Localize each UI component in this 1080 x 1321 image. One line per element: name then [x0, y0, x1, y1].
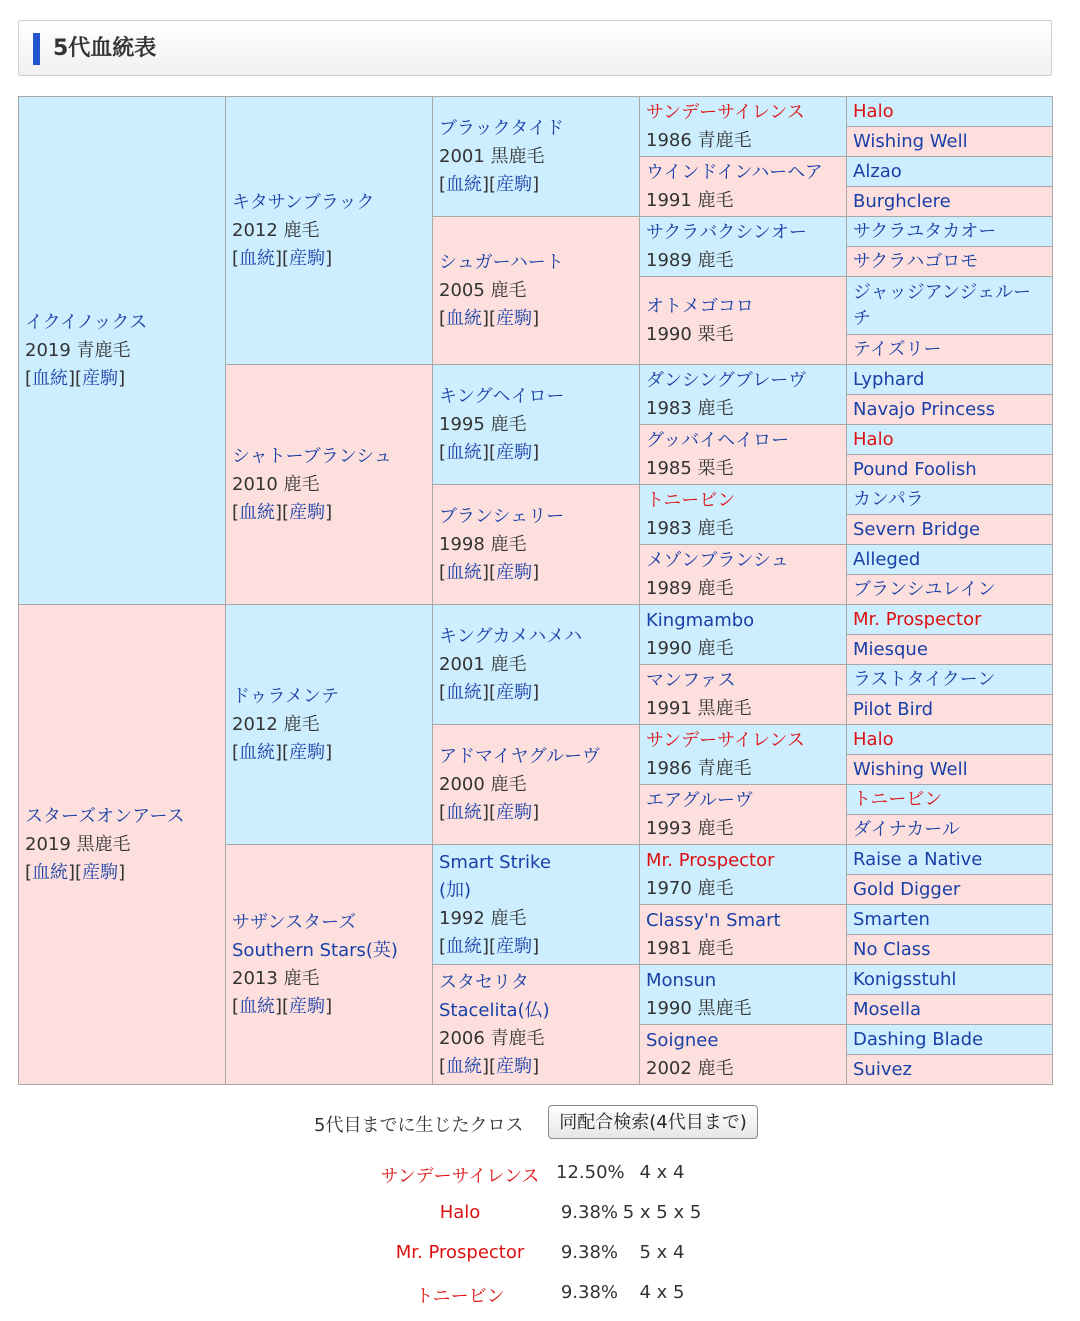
horse-info: 2012 鹿毛 — [232, 219, 320, 241]
horse-info: 1983 鹿毛 — [646, 517, 734, 539]
pedigree-links — [439, 679, 633, 707]
pedigree-cell-gen5 — [847, 785, 1053, 815]
bracket: ] — [325, 741, 333, 763]
bloodline-link[interactable]: 血統 — [446, 307, 483, 329]
pedigree-cell-gen3 — [433, 965, 640, 1085]
pedigree-cell-gen4 — [640, 845, 847, 905]
horse-name[interactable]: Smart Strike — [439, 851, 551, 873]
horse-info: 2001 黒鹿毛 — [439, 145, 545, 167]
horse-info: 1986 青鹿毛 — [646, 757, 752, 779]
horse-name[interactable]: Pound Foolish — [853, 458, 977, 480]
bracket: [ — [232, 247, 240, 269]
bloodline-link[interactable]: 血統 — [446, 561, 483, 583]
pedigree-cell-gen5 — [847, 335, 1053, 365]
bracket: ][ — [482, 1055, 497, 1077]
horse-name[interactable]: カンパラ — [853, 488, 924, 510]
pedigree-cell-gen5 — [847, 217, 1053, 247]
horse-name-secondary[interactable]: Stacelita(仏) — [439, 999, 550, 1021]
horse-name[interactable]: Suivez — [853, 1058, 913, 1080]
progeny-link[interactable]: 産駒 — [496, 307, 533, 329]
bracket: ][ — [275, 501, 290, 523]
bracket: [ — [25, 861, 33, 883]
horse-info: 2013 鹿毛 — [232, 967, 320, 989]
bracket: ] — [532, 935, 540, 957]
pedigree-cell-gen5 — [847, 455, 1053, 485]
bracket: [ — [439, 681, 447, 703]
cross-header — [0, 1105, 1080, 1141]
horse-name[interactable]: Mosella — [853, 998, 922, 1020]
pedigree-cell-gen5 — [847, 1025, 1053, 1055]
cross-pattern: 5 x 4 — [639, 1242, 685, 1263]
horse-info: 1990 栗毛 — [646, 323, 734, 345]
bracket: ][ — [482, 681, 497, 703]
horse-info: 1985 栗毛 — [646, 457, 734, 479]
bracket: [ — [25, 367, 33, 389]
horse-name[interactable]: サンデーサイレンス — [646, 729, 805, 751]
horse-name[interactable]: サクラハゴロモ — [853, 250, 979, 272]
pedigree-cell-gen5 — [847, 127, 1053, 157]
pedigree-cell-gen2 — [226, 97, 433, 365]
horse-name[interactable]: オトメゴコロ — [646, 295, 754, 317]
horse-name[interactable]: シャトーブランシュ — [232, 445, 392, 467]
pedigree-cell-gen4 — [640, 217, 847, 277]
horse-name[interactable]: Pilot Bird — [853, 698, 934, 720]
horse-info: 1989 鹿毛 — [646, 577, 734, 599]
cross-row — [0, 1162, 1080, 1192]
pedigree-table — [18, 96, 1053, 1085]
horse-name[interactable]: キタサンブラック — [232, 191, 375, 213]
pedigree-cell-gen5 — [847, 965, 1053, 995]
horse-name[interactable]: ラストタイクーン — [853, 668, 996, 690]
pedigree-cell-gen5 — [847, 635, 1053, 665]
pedigree-cell-gen4 — [640, 605, 847, 665]
pedigree-cell-gen4 — [640, 425, 847, 485]
horse-name[interactable]: ダイナカール — [853, 818, 960, 840]
bracket: ][ — [482, 173, 497, 195]
horse-info: 1989 鹿毛 — [646, 249, 734, 271]
bracket: [ — [439, 441, 447, 463]
horse-name[interactable]: スタセリタ — [439, 971, 529, 993]
progeny-link[interactable]: 産駒 — [496, 801, 533, 823]
horse-info: 2000 鹿毛 — [439, 773, 527, 795]
progeny-link[interactable]: 産駒 — [496, 1055, 533, 1077]
horse-name[interactable]: トニービン — [646, 489, 736, 511]
pedigree-cell-gen4 — [640, 545, 847, 605]
pedigree-cell-gen5 — [847, 157, 1053, 187]
horse-name[interactable]: スターズオンアース — [25, 805, 185, 827]
pedigree-cell-gen4 — [640, 365, 847, 425]
bracket: [ — [439, 935, 447, 957]
pedigree-links — [439, 1053, 633, 1081]
pedigree-cell-gen5 — [847, 875, 1053, 905]
bracket: [ — [232, 741, 240, 763]
pedigree-cell-gen5 — [847, 97, 1053, 127]
pedigree-cell-gen3 — [433, 845, 640, 965]
horse-name[interactable]: ダンシングブレーヴ — [646, 369, 807, 391]
pedigree-cell-gen4 — [640, 725, 847, 785]
pedigree-cell-gen4 — [640, 97, 847, 157]
horse-info: 2010 鹿毛 — [232, 473, 320, 495]
pedigree-links — [232, 499, 426, 527]
bracket: ][ — [68, 861, 83, 883]
pedigree-cell-gen5 — [847, 365, 1053, 395]
progeny-link[interactable]: 産駒 — [289, 247, 326, 269]
pedigree-cell-gen5 — [847, 187, 1053, 217]
bracket: ][ — [482, 441, 497, 463]
bloodline-link[interactable]: 血統 — [239, 741, 276, 763]
bracket: ] — [118, 861, 126, 883]
header-accent-bar — [33, 33, 40, 65]
horse-name[interactable]: Soignee — [646, 1029, 719, 1051]
bracket: ] — [325, 995, 333, 1017]
cross-row — [0, 1282, 1080, 1312]
pedigree-cell-gen5 — [847, 247, 1053, 277]
pedigree-cell-gen4 — [640, 1025, 847, 1085]
pedigree-links — [439, 439, 633, 467]
horse-info: 1970 鹿毛 — [646, 877, 734, 899]
bloodline-link[interactable]: 血統 — [239, 247, 276, 269]
pedigree-cell-gen5 — [847, 515, 1053, 545]
bracket: ][ — [275, 247, 290, 269]
bracket: ] — [532, 173, 540, 195]
cross-horse-name[interactable]: サンデーサイレンス — [380, 1166, 540, 1187]
pedigree-cell-gen2 — [226, 845, 433, 1085]
horse-info: 1983 鹿毛 — [646, 397, 734, 419]
horse-name[interactable]: Lyphard — [853, 368, 925, 390]
bracket: ][ — [482, 801, 497, 823]
pedigree-links — [25, 365, 219, 393]
progeny-link[interactable]: 産駒 — [289, 995, 326, 1017]
bloodline-link[interactable]: 血統 — [446, 935, 483, 957]
bracket: ] — [532, 307, 540, 329]
progeny-link[interactable]: 産駒 — [496, 681, 533, 703]
horse-name[interactable]: Burghclere — [853, 190, 951, 212]
horse-name[interactable]: ブランシユレイン — [853, 578, 996, 600]
horse-name[interactable]: Smarten — [853, 908, 930, 930]
bracket: ] — [532, 801, 540, 823]
pedigree-links — [25, 859, 219, 887]
pedigree-cell-gen5 — [847, 845, 1053, 875]
pedigree-cell-gen4 — [640, 485, 847, 545]
pedigree-cell-gen5 — [847, 665, 1053, 695]
horse-name[interactable]: Dashing Blade — [853, 1028, 984, 1050]
horse-name[interactable]: ドゥラメンテ — [232, 685, 340, 707]
horse-name-secondary[interactable]: Southern Stars(英) — [232, 939, 398, 961]
cross-row — [0, 1242, 1080, 1272]
bracket: [ — [439, 1055, 447, 1077]
pedigree-cell-gen5 — [847, 995, 1053, 1025]
pedigree-cell-gen5 — [847, 605, 1053, 635]
pedigree-links — [439, 305, 633, 333]
horse-name[interactable]: Alzao — [853, 160, 902, 182]
bloodline-link[interactable]: 血統 — [446, 173, 483, 195]
section-title: 5代血統表 — [53, 36, 157, 61]
horse-name[interactable]: アドマイヤグルーヴ — [439, 745, 601, 767]
horse-name[interactable]: Konigsstuhl — [853, 968, 957, 990]
pedigree-cell-gen5 — [847, 1055, 1053, 1085]
horse-info: 1981 鹿毛 — [646, 937, 734, 959]
horse-name[interactable]: イクイノックス — [25, 311, 148, 333]
bloodline-link[interactable]: 血統 — [32, 861, 69, 883]
bracket: ] — [532, 561, 540, 583]
horse-name[interactable]: No Class — [853, 938, 931, 960]
bloodline-link[interactable]: 血統 — [239, 995, 276, 1017]
pedigree-row — [19, 97, 1053, 127]
horse-name[interactable]: Severn Bridge — [853, 518, 981, 540]
horse-info: 1991 鹿毛 — [646, 189, 734, 211]
pedigree-cell-gen5 — [847, 485, 1053, 515]
cross-pattern: 4 x 4 — [639, 1162, 685, 1183]
horse-info: 1998 鹿毛 — [439, 533, 527, 555]
progeny-link[interactable]: 産駒 — [289, 501, 326, 523]
pedigree-cell-gen4 — [640, 665, 847, 725]
horse-info: 1995 鹿毛 — [439, 413, 527, 435]
bloodline-link[interactable]: 血統 — [446, 801, 483, 823]
horse-name-secondary[interactable]: (加) — [439, 879, 472, 901]
horse-name[interactable]: Halo — [853, 728, 894, 750]
progeny-link[interactable]: 産駒 — [496, 561, 533, 583]
horse-name[interactable]: Halo — [853, 428, 894, 450]
pedigree-cell-gen3 — [433, 725, 640, 845]
pedigree-cell-gen4 — [640, 965, 847, 1025]
cross-percentage: 9.38% — [560, 1242, 618, 1263]
horse-info: 1992 鹿毛 — [439, 907, 527, 929]
horse-info: 1993 鹿毛 — [646, 817, 734, 839]
progeny-link[interactable]: 産駒 — [82, 861, 119, 883]
horse-name[interactable]: サクラバクシンオー — [646, 221, 807, 243]
bracket: ][ — [275, 995, 290, 1017]
horse-name[interactable]: ブラックタイド — [439, 117, 564, 139]
pedigree-links — [439, 799, 633, 827]
horse-name[interactable]: Wishing Well — [853, 130, 968, 152]
cross-percentage: 9.38% — [560, 1202, 618, 1223]
horse-name[interactable]: ブランシェリー — [439, 505, 565, 527]
progeny-link[interactable]: 産駒 — [496, 173, 533, 195]
pedigree-cell-gen5 — [847, 695, 1053, 725]
horse-info: 2001 鹿毛 — [439, 653, 527, 675]
bracket: [ — [439, 307, 447, 329]
bracket: ] — [532, 441, 540, 463]
horse-name[interactable]: サクラユタカオー — [853, 220, 997, 242]
horse-name[interactable]: ジャッジアンジェルーチ — [853, 281, 1032, 329]
horse-name[interactable]: Monsun — [646, 969, 717, 991]
pedigree-links — [232, 739, 426, 767]
cross-horse-name[interactable]: Mr. Prospector — [395, 1242, 525, 1263]
pedigree-links — [439, 933, 633, 961]
progeny-link[interactable]: 産駒 — [496, 935, 533, 957]
pedigree-cell-gen5 — [847, 905, 1053, 935]
horse-name[interactable]: マンファス — [646, 669, 736, 691]
pedigree-cell-gen4 — [640, 277, 847, 365]
horse-name[interactable]: Gold Digger — [853, 878, 961, 900]
pedigree-cell-gen5 — [847, 545, 1053, 575]
pedigree-cell-gen2 — [226, 605, 433, 845]
bracket: [ — [232, 995, 240, 1017]
horse-name[interactable]: トニービン — [853, 788, 943, 810]
horse-name[interactable]: Mr. Prospector — [853, 608, 982, 630]
pedigree-cell-gen5 — [847, 725, 1053, 755]
progeny-link[interactable]: 産駒 — [82, 367, 119, 389]
horse-name[interactable]: サザンスターズ — [232, 911, 357, 933]
section-header — [18, 20, 1052, 76]
horse-name[interactable]: メゾンブランシュ — [646, 549, 789, 571]
pedigree-links — [232, 993, 426, 1021]
horse-name[interactable]: テイズリー — [853, 338, 942, 360]
cross-pattern: 4 x 5 — [639, 1282, 685, 1303]
pedigree-cell-gen3 — [433, 605, 640, 725]
pedigree-cell-gen5 — [847, 395, 1053, 425]
pedigree-cell-gen5 — [847, 277, 1053, 335]
bloodline-link[interactable]: 血統 — [32, 367, 69, 389]
pedigree-cell-gen5 — [847, 425, 1053, 455]
horse-info: 2019 黒鹿毛 — [25, 833, 131, 855]
horse-name[interactable]: サンデーサイレンス — [646, 101, 805, 123]
bracket: ][ — [482, 561, 497, 583]
horse-name[interactable]: Raise a Native — [853, 848, 983, 870]
pedigree-cell-gen1 — [19, 97, 226, 605]
pedigree-cell-gen4 — [640, 785, 847, 845]
bloodline-link[interactable]: 血統 — [446, 441, 483, 463]
horse-info: 2002 鹿毛 — [646, 1057, 734, 1079]
cross-percentage: 9.38% — [560, 1282, 618, 1303]
horse-name[interactable]: グッバイヘイロー — [646, 429, 790, 451]
horse-name[interactable]: Halo — [853, 100, 894, 122]
bracket: [ — [439, 561, 447, 583]
horse-name[interactable]: キングカメハメハ — [439, 625, 583, 647]
bracket: ] — [325, 501, 333, 523]
horse-name[interactable]: Kingmambo — [646, 609, 755, 631]
progeny-link[interactable]: 産駒 — [496, 441, 533, 463]
pedigree-cell-gen5 — [847, 935, 1053, 965]
cross-horse-name[interactable]: トニービン — [415, 1286, 505, 1307]
horse-info: 1986 青鹿毛 — [646, 129, 752, 151]
bracket: ][ — [482, 935, 497, 957]
horse-info: 2005 鹿毛 — [439, 279, 527, 301]
cross-pattern: 5 x 5 x 5 — [622, 1202, 702, 1223]
pedigree-cell-gen4 — [640, 905, 847, 965]
pedigree-row — [19, 605, 1053, 635]
cross-horse-name[interactable]: Halo — [439, 1202, 481, 1223]
pedigree-links — [232, 245, 426, 273]
horse-info: 2012 鹿毛 — [232, 713, 320, 735]
bracket: ][ — [482, 307, 497, 329]
horse-info: 1990 黒鹿毛 — [646, 997, 752, 1019]
bracket: [ — [232, 501, 240, 523]
horse-info: 2019 青鹿毛 — [25, 339, 131, 361]
bloodline-link[interactable]: 血統 — [446, 681, 483, 703]
pedigree-cell-gen3 — [433, 365, 640, 485]
pedigree-cell-gen3 — [433, 97, 640, 217]
pedigree-cell-gen4 — [640, 157, 847, 217]
horse-name[interactable]: エアグルーヴ — [646, 789, 753, 811]
bracket: ] — [118, 367, 126, 389]
pedigree-cell-gen5 — [847, 815, 1053, 845]
progeny-link[interactable]: 産駒 — [289, 741, 326, 763]
horse-name[interactable]: Alleged — [853, 548, 921, 570]
horse-info: 2006 青鹿毛 — [439, 1027, 545, 1049]
pedigree-cell-gen3 — [433, 217, 640, 365]
bloodline-link[interactable]: 血統 — [239, 501, 276, 523]
horse-info: 1990 鹿毛 — [646, 637, 734, 659]
horse-name[interactable]: Classy'n Smart — [646, 909, 781, 931]
bracket: ][ — [275, 741, 290, 763]
horse-name[interactable]: Miesque — [853, 638, 928, 660]
pedigree-cell-gen5 — [847, 575, 1053, 605]
cross-label: 5代目までに生じたクロス — [314, 1115, 524, 1136]
horse-name[interactable]: シュガーハート — [439, 251, 564, 273]
horse-info: 1991 黒鹿毛 — [646, 697, 752, 719]
horse-name[interactable]: Wishing Well — [853, 758, 968, 780]
horse-name[interactable]: キングヘイロー — [439, 385, 565, 407]
bracket: [ — [439, 801, 447, 823]
pedigree-cell-gen5 — [847, 755, 1053, 785]
cross-row — [0, 1202, 1080, 1232]
horse-name[interactable]: Mr. Prospector — [646, 849, 775, 871]
pedigree-cell-gen1 — [19, 605, 226, 1085]
same-mating-search-button[interactable]: 同配合検索(4代目まで) — [548, 1105, 758, 1139]
bracket: ] — [325, 247, 333, 269]
pedigree-cell-gen2 — [226, 365, 433, 605]
horse-name[interactable]: ウインドインハーヘア — [646, 161, 823, 183]
pedigree-links — [439, 171, 633, 199]
pedigree-cell-gen3 — [433, 485, 640, 605]
cross-percentage: 12.50% — [556, 1162, 625, 1183]
bracket: ] — [532, 681, 540, 703]
horse-name[interactable]: Navajo Princess — [853, 398, 995, 420]
bloodline-link[interactable]: 血統 — [446, 1055, 483, 1077]
bracket: [ — [439, 173, 447, 195]
pedigree-links — [439, 559, 633, 587]
bracket: ][ — [68, 367, 83, 389]
bracket: ] — [532, 1055, 540, 1077]
